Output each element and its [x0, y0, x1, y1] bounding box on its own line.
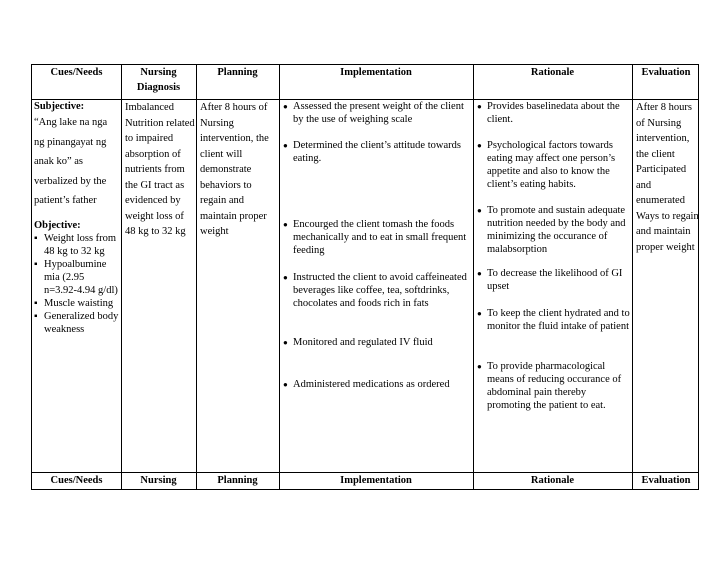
implementation-item: ● Administered medications as ordered — [283, 378, 471, 391]
footer-evaluation: Evaluation — [641, 475, 691, 486]
rationale-cell — [477, 100, 630, 472]
table-body — [31, 100, 699, 472]
objective-label: Objective: — [34, 219, 81, 231]
footer-rationale: Rationale — [530, 475, 575, 486]
footer-implementation: Implementation — [340, 475, 412, 486]
objective-item: ▪ Generalized body weakness — [34, 310, 119, 336]
footer-cues: Cues/Needs — [50, 475, 103, 486]
table-header — [31, 64, 699, 100]
rationale-item: ● To decrease the likelihood of GI upset — [477, 267, 630, 293]
objective-item: ▪ Muscle waisting — [34, 297, 119, 310]
subjective-text: “Ang lake na nga ng pinangayat ng anak ko” as verbalized by the patient’s father — [34, 117, 108, 206]
header-planning: Planning — [217, 67, 258, 78]
header-implementation: Implementation — [340, 67, 412, 78]
table-footer-header — [31, 472, 699, 490]
implementation-cell — [283, 100, 471, 472]
rationale-item: ● Provides baselinedata about the client. — [477, 100, 630, 126]
implementation-item: ● Assessed the present weight of the client by the use of weighing scale — [283, 100, 471, 126]
subjective-label: Subjective: — [34, 101, 85, 112]
evaluation-cell: After 8 hours of Nursing intervention, the client Participated and enumerated Ways to regain and maintain proper weight — [636, 102, 699, 253]
header-cues: Cues/Needs — [50, 67, 103, 78]
objective-item: ▪ Hypoalbumine mia (2.95 n=3.92-4.94 g/dl) — [34, 258, 119, 297]
implementation-item: ● Determined the client’s attitude towards eating. — [283, 139, 471, 165]
footer-planning: Planning — [217, 475, 258, 486]
header-rationale: Rationale — [530, 67, 575, 78]
diagnosis-cell: Imbalanced Nutrition related to impaired absorption of nutrients from the GI tract as evidenced by weight loss of 48 kg to 32 kg — [125, 102, 195, 237]
header-evaluation: Evaluation — [641, 67, 691, 78]
care-plan-table — [31, 64, 699, 498]
implementation-item: ● Monitored and regulated IV fluid — [283, 336, 471, 349]
header-diagnosis: Nursing Diagnosis — [136, 67, 181, 93]
objective-item: ▪ Weight loss from 48 kg to 32 kg — [34, 232, 119, 258]
planning-cell: After 8 hours of Nursing intervention, the client will demonstrate behaviors to regain and maintain proper weight — [200, 102, 269, 237]
rationale-item: ● To provide pharmacological means of reducing occurance of abdominal pain thereby promoting the patient to eat. — [477, 360, 630, 412]
rationale-item: ● To keep the client hydrated and to monitor the fluid intake of patient — [477, 307, 630, 333]
rationale-item: ● To promote and sustain adequate nutrition needed by the body and minimizing the occurance of malabsorption — [477, 204, 630, 256]
rationale-item: ● Psychological factors towards eating may affect one person’s appetite and also to know the client’s eating habits. — [477, 139, 630, 191]
implementation-item: ● Instructed the client to avoid caffeineated beverages like coffee, tea, softdrinks, chocolates and foods rich in fats — [283, 271, 471, 310]
implementation-item: ● Encourged the client tomash the foods mechanically and to eat in small frequent feeding — [283, 218, 471, 257]
footer-diagnosis: Nursing — [140, 475, 177, 486]
cues-cell — [34, 100, 119, 336]
